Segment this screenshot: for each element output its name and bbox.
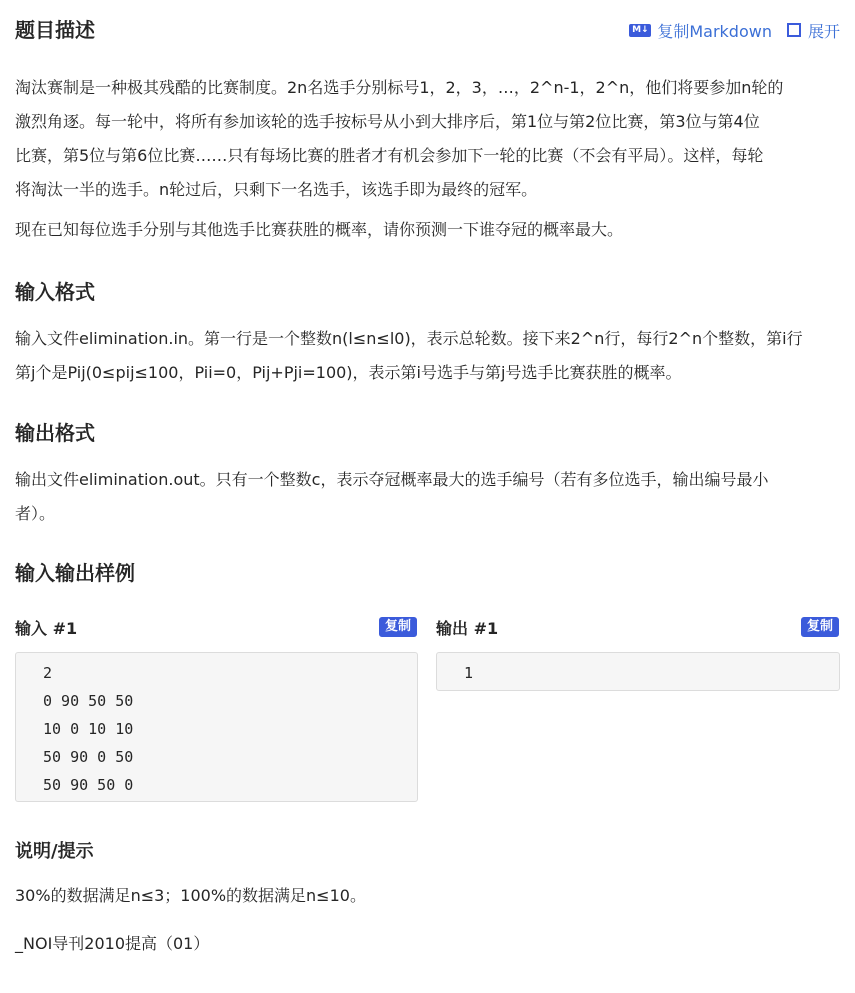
sample-input-line: 50 90 0 50 (43, 748, 134, 766)
description-line: 比赛，第5位与第6位比赛……只有每场比赛的胜者才有机会参加下一轮的比赛（不会有平局）。这样，每轮 (15, 146, 764, 165)
sample-input-line: 2 (43, 664, 53, 682)
description-title: 题目描述 (15, 18, 95, 42)
sample-output-box[interactable] (436, 652, 840, 691)
output-format-line: 输出文件elimination.out。只有一个整数c，表示夺冠概率最大的选手编号（若有多位选手，输出编号最小 (15, 470, 769, 489)
output-format-title: 输出格式 (15, 421, 95, 445)
output-format-line: 者）。 (15, 504, 56, 523)
expand-icon (786, 22, 802, 38)
description-line: 激烈角逐。每一轮中，将所有参加该轮的选手按标号从小到大排序后，第1位与第2位比赛，第3位与第4位 (15, 112, 760, 131)
description-header (15, 14, 840, 46)
samples-title: 输入输出样例 (15, 561, 135, 585)
markdown-icon: M↓ (629, 24, 651, 37)
description-paragraph-2: 现在已知每位选手分别与其他选手比赛获胜的概率，请你预测一下谁夺冠的概率最大。 (15, 220, 624, 239)
description-line: 淘汰赛制是一种极其残酷的比赛制度。2n名选手分别标号1，2，3，…，2^n-1，2^n，他们将要参加n轮的 (15, 78, 784, 97)
copy-output-button[interactable]: 复制 (801, 617, 839, 637)
sample-input-label: 输入 #1 (15, 619, 78, 638)
header-actions (629, 14, 840, 46)
input-format-line: 输入文件elimination.in。第一行是一个整数n(l≤n≤l0)，表示总轮数。接下来2^n行，每行2^n个整数，第i行 (15, 329, 803, 348)
copy-markdown-button[interactable] (629, 19, 772, 42)
expand-button[interactable] (786, 19, 840, 42)
sample-input-line: 10 0 10 10 (43, 720, 134, 738)
expand-label: 展开 (807, 21, 840, 41)
copy-markdown-label: 复制Markdown (657, 21, 772, 41)
input-format-paragraph (15, 322, 840, 390)
sample-output-line: 1 (464, 664, 474, 682)
input-format-line: 第j个是Pij(0≤pij≤100，Pii=0，Pij+Pji=100)，表示第i号选手与第j号选手比赛获胜的概率。 (15, 363, 682, 382)
hint-line-1: 30%的数据满足n≤3；100%的数据满足n≤10。 (15, 886, 366, 905)
description-line: 将淘汰一半的选手。n轮过后，只剩下一名选手，该选手即为最终的冠军。 (15, 180, 538, 199)
sample-input-box[interactable] (15, 652, 418, 802)
input-format-title: 输入格式 (15, 280, 95, 304)
sample-input-line: 0 90 50 50 (43, 692, 134, 710)
copy-input-button[interactable]: 复制 (379, 617, 417, 637)
output-format-paragraph (15, 463, 840, 531)
hint-title: 说明/提示 (15, 841, 94, 862)
description-paragraph (15, 71, 840, 207)
sample-output-label: 输出 #1 (436, 619, 499, 638)
hint-line-2: _NOI导刊2010提高（01） (15, 934, 210, 953)
sample-input-line: 50 90 50 0 (43, 776, 134, 794)
